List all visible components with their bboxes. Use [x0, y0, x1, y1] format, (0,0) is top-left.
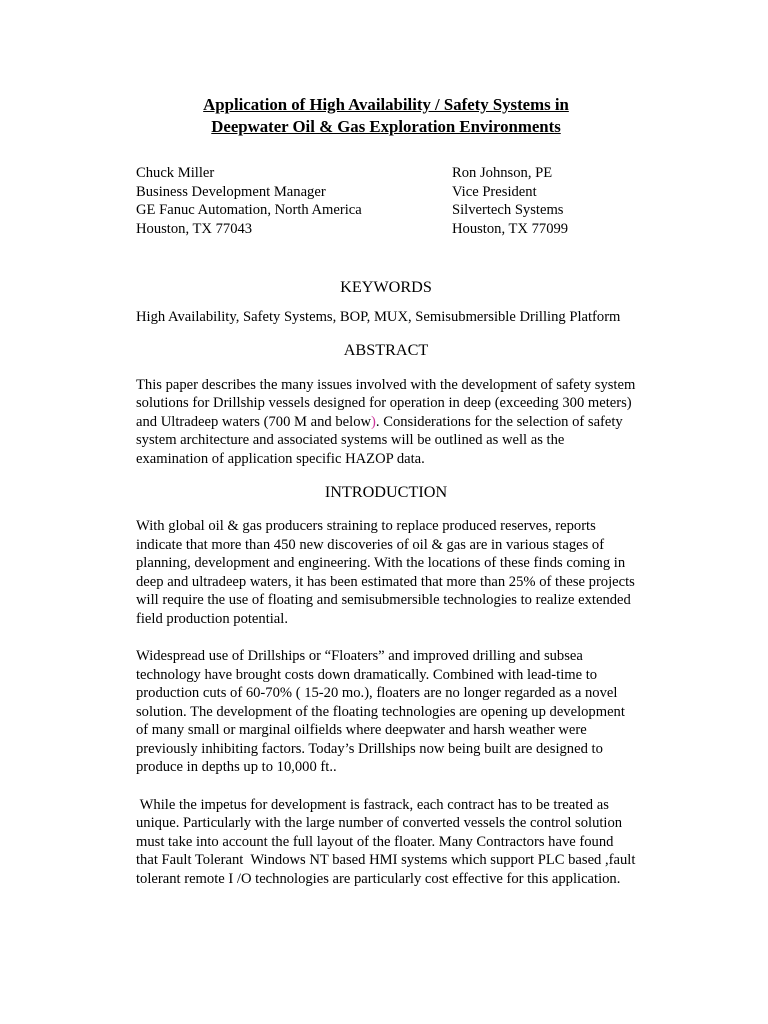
author-1: [136, 164, 362, 238]
abstract-text-part-2: . Considerations for the selection of safety system architecture and associated systems will be outlined as well as the examination of application specific HAZOP data.: [136, 413, 623, 467]
abstract-text: [136, 376, 636, 469]
author-block: [136, 164, 636, 240]
author-role: Vice President: [452, 183, 537, 200]
keywords-text: High Availability, Safety Systems, BOP, MUX, Semisubmersible Drilling Platform: [136, 309, 621, 325]
author-name: Ron Johnson, PE: [452, 165, 553, 181]
title-line-2: Deepwater Oil & Gas Exploration Environments: [211, 117, 561, 136]
author-2: [452, 164, 568, 238]
author-org: GE Fanuc Automation, North America: [136, 202, 362, 218]
abstract-paren: ): [371, 413, 376, 430]
intro-paragraph-2: Widespread use of Drillships or “Floaters” and improved drilling and subsea technology have brought costs down dramatically. Combined with lead-time to production cuts of 60-70% ( 15-20 mo.), floaters are no longer regarded as a novel solution. The development of the floating technologies are opening up development of many small or marginal oilfields where deepwater and harsh weather were previously inhibiting factors. Today’s Drillships now being built are designed to produce in depths up to 10,000 ft..: [136, 648, 625, 775]
paper-page: [136, 94, 640, 888]
introduction-heading: INTRODUCTION: [324, 483, 448, 501]
author-role: Business Development Manager: [136, 183, 326, 200]
author-location: Houston, TX 77099: [452, 220, 569, 237]
title-line-1: Application of High Availability / Safety Systems in: [203, 95, 569, 114]
abstract-heading: ABSTRACT: [343, 340, 429, 359]
intro-paragraph-1: With global oil & gas producers straining to replace produced reserves, reports indicate that more than 450 new discoveries of oil & gas are in various stages of planning, development and engineering. With the locations of these finds coming in deep and ultradeep waters, it has been estimated that more than 25% of these projects will require the use of floating and semisubmersible technologies to realize extended field production potential.: [136, 518, 635, 627]
author-name: Chuck Miller: [136, 165, 215, 181]
paper-title: [76, 94, 696, 138]
author-org: Silvertech Systems: [452, 202, 564, 218]
abstract-text-part-1: This paper describes the many issues involved with the development of safety system solutions for Drillship vessels designed for operation in deep (exceeding 300 meters) and Ultradeep waters (700 M and below: [136, 376, 636, 430]
author-location: Houston, TX 77043: [136, 220, 253, 237]
keywords-heading: KEYWORDS: [340, 278, 432, 296]
intro-paragraph-3: While the impetus for development is fastrack, each contract has to be treated as unique. Particularly with the large number of converted vessels the control solution must take into account the full layout of the floater. Many Contractors have found that Fault Tolerant Windows NT based HMI systems which support PLC based ,fault tolerant remote I /O technologies are particularly cost effective for this application.: [136, 796, 640, 887]
